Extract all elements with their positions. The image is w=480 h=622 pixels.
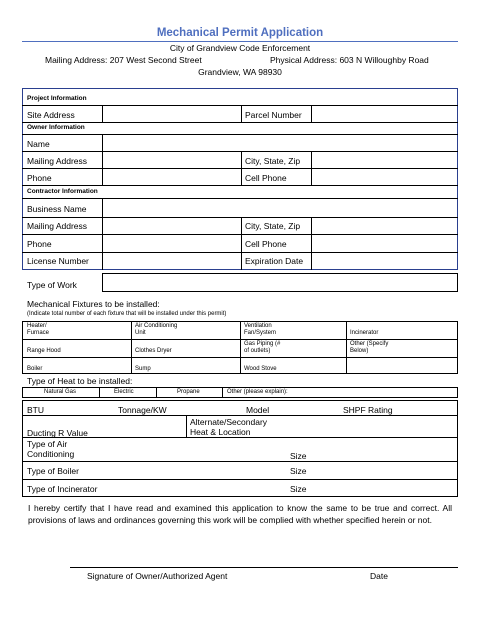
business-name-label: Business Name [27, 204, 87, 214]
incinerator-type-label: Type of Incinerator [27, 484, 98, 494]
heat-natural-gas[interactable]: Natural Gas [44, 389, 77, 395]
fixture-boiler[interactable]: Boiler [27, 366, 43, 372]
city-state-zip: Grandview, WA 98930 [198, 67, 282, 77]
title-rule [22, 41, 458, 42]
incinerator-size-field[interactable] [312, 481, 456, 495]
type-of-work-field[interactable] [102, 273, 458, 292]
contractor-heading: Contractor Information [27, 188, 98, 195]
fixture-gas-piping[interactable]: Gas Piping (# of outlets) [244, 341, 281, 354]
boiler-type-field[interactable] [86, 463, 284, 477]
ac-type-label: Type of Air Conditioning [27, 439, 75, 459]
owner-heading: Owner Information [27, 124, 85, 131]
owner-name-field[interactable] [104, 136, 456, 150]
incinerator-size-label: Size [290, 484, 307, 494]
license-number-field[interactable] [104, 254, 240, 268]
type-of-work-label: Type of Work [27, 280, 77, 290]
contractor-phone-label: Phone [27, 239, 52, 249]
signature-label: Signature of Owner/Authorized Agent [87, 571, 228, 581]
btu-label: BTU [27, 405, 44, 415]
owner-mailing-label: Mailing Address [27, 156, 88, 166]
form-title: Mechanical Permit Application [156, 27, 324, 39]
expiration-date-label: Expiration Date [245, 256, 304, 266]
fixture-incinerator[interactable]: Incinerator [350, 330, 379, 336]
alternate-heat-label: Alternate/Secondary Heat & Location [190, 417, 268, 437]
heat-electric[interactable]: Electric [114, 389, 134, 395]
parcel-number-field[interactable] [312, 109, 456, 121]
alternate-heat-field[interactable] [290, 417, 456, 435]
expiration-date-field[interactable] [312, 254, 456, 268]
owner-cell-field[interactable] [312, 170, 456, 184]
fixture-range-hood[interactable]: Range Hood [27, 348, 61, 354]
ducting-field[interactable] [100, 417, 184, 435]
heat-heading: Type of Heat to be installed: [27, 376, 133, 386]
project-heading: Project Information [27, 95, 87, 102]
heat-propane[interactable]: Propane [177, 389, 200, 395]
heat-other[interactable]: Other (please explain): [227, 389, 288, 395]
site-address-label: Site Address [27, 110, 75, 120]
physical-address: Physical Address: 603 N Willoughby Road [270, 55, 429, 65]
shpf-label: SHPF Rating [343, 405, 393, 415]
tonnage-label: Tonnage/KW [118, 405, 167, 415]
boiler-size-field[interactable] [312, 463, 456, 477]
owner-name-label: Name [27, 139, 50, 149]
business-name-field[interactable] [104, 200, 456, 216]
fixture-clothes-dryer[interactable]: Clothes Dryer [135, 348, 172, 354]
fixture-other[interactable]: Other (Specify Below) [350, 341, 389, 354]
boiler-type-label: Type of Boiler [27, 466, 79, 476]
owner-mailing-field[interactable] [104, 153, 240, 167]
contractor-cell-field[interactable] [312, 236, 456, 250]
fixtures-heading: Mechanical Fixtures to be installed: [27, 299, 160, 309]
parcel-number-label: Parcel Number [245, 110, 302, 120]
owner-csz-label: City, State, Zip [245, 156, 301, 166]
contractor-csz-field[interactable] [312, 219, 456, 233]
signature-line[interactable] [70, 567, 458, 568]
ac-size-field[interactable] [312, 441, 456, 459]
owner-csz-field[interactable] [312, 153, 456, 167]
fixtures-note: (Indicate total number of each fixture that will be installed under this permit) [27, 311, 227, 317]
owner-phone-label: Phone [27, 173, 52, 183]
fixture-sump[interactable]: Sump [135, 366, 151, 372]
ac-type-field[interactable] [86, 441, 284, 459]
contractor-csz-label: City, State, Zip [245, 221, 301, 231]
incinerator-type-field[interactable] [112, 481, 284, 495]
fixture-air-conditioning[interactable]: Air Conditioning Unit [135, 323, 178, 336]
date-label: Date [370, 571, 388, 581]
owner-phone-field[interactable] [104, 170, 240, 184]
fixture-wood-stove[interactable]: Wood Stove [244, 366, 277, 372]
agency-name: City of Grandview Code Enforcement [169, 43, 311, 53]
site-address-field[interactable] [104, 109, 240, 121]
ac-size-label: Size [290, 451, 307, 461]
boiler-size-label: Size [290, 466, 307, 476]
mailing-address: Mailing Address: 207 West Second Street [45, 55, 202, 65]
license-number-label: License Number [27, 256, 89, 266]
ducting-label: Ducting R Value [27, 428, 88, 438]
contractor-mailing-label: Mailing Address [27, 221, 88, 231]
contractor-cell-label: Cell Phone [245, 239, 287, 249]
certification-text: I hereby certify that I have read and examined this application to know the same to be true and correct. All provisions of laws and ordinances governing this work will be complied with whether specified herein or not. [28, 503, 452, 525]
model-label: Model [246, 405, 270, 415]
contractor-mailing-field[interactable] [104, 219, 240, 233]
fixture-ventilation[interactable]: Ventilation Fan/System [244, 323, 277, 336]
fixture-heater-furnace[interactable]: Heater/ Furnace [27, 323, 50, 336]
owner-cell-label: Cell Phone [245, 173, 287, 183]
contractor-phone-field[interactable] [104, 236, 240, 250]
